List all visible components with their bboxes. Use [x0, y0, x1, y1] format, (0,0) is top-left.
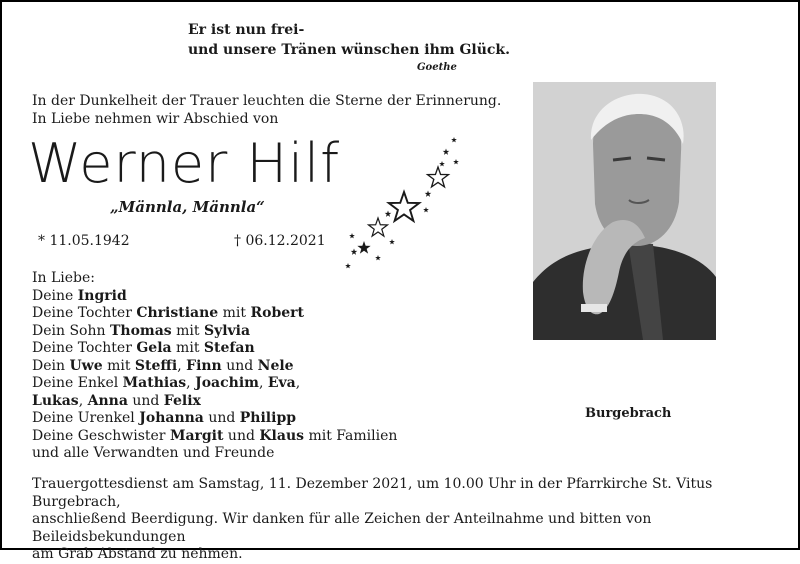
survivor-name: Thomas — [109, 322, 172, 339]
survivor-name: Klaus — [259, 427, 305, 444]
survivor-text: , — [78, 392, 88, 409]
survivor-text: mit — [218, 305, 251, 321]
survivor-name: Philipp — [239, 410, 297, 426]
survivor-line — [32, 393, 397, 411]
survivor-text: Deine Tochter — [32, 305, 137, 321]
survivor-name: Sylvia — [203, 322, 251, 339]
survivor-text: und — [203, 410, 240, 426]
deceased-nickname: „Männla, Männla“ — [110, 198, 265, 216]
survivor-text: mit Familien — [304, 427, 398, 444]
survivor-text: , — [258, 375, 268, 391]
survivor-name: Lukas — [32, 392, 79, 409]
intro-text — [32, 92, 501, 128]
survivor-name: Anna — [87, 392, 128, 409]
survivor-name: Johanna — [139, 410, 204, 426]
intro-line-1: In der Dunkelheit der Trauer leuchten die Sterne der Erinnerung. — [32, 93, 502, 109]
survivor-text: Deine Tochter — [32, 340, 137, 356]
survivor-line — [32, 288, 397, 306]
survivor-name: Felix — [163, 392, 201, 409]
survivors-heading: In Liebe: — [32, 270, 96, 286]
survivor-text: Deine Geschwister — [32, 427, 170, 444]
location: Burgebrach — [585, 406, 672, 421]
survivor-name: Christiane — [136, 305, 219, 321]
survivor-text: mit — [171, 322, 204, 339]
birth-date: * 11.05.1942 — [38, 233, 130, 249]
survivor-name: Finn — [186, 357, 222, 374]
survivor-text: Deine Urenkel — [32, 410, 140, 426]
quote-line-2: und unsere Tränen wünschen ihm Glück. — [188, 42, 510, 58]
survivor-text: , — [177, 357, 187, 374]
survivor-line — [32, 358, 397, 376]
quote — [188, 20, 510, 60]
survivor-name: Robert — [250, 305, 304, 321]
quote-author: Goethe — [417, 62, 457, 73]
service-line-2: anschließend Beerdigung. Wir danken für alle Zeichen der Anteilnahme und bitten von Beileidsbekundungen — [32, 511, 652, 545]
intro-line-2: In Liebe nehmen wir Abschied von — [32, 111, 279, 127]
survivor-text: und — [127, 392, 164, 409]
survivor-line — [32, 410, 397, 428]
survivor-lines — [32, 288, 397, 463]
survivor-name: Nele — [257, 357, 294, 374]
service-line-3: am Grab Abstand zu nehmen. — [32, 546, 243, 562]
portrait-photo — [533, 82, 716, 340]
survivor-line — [32, 375, 397, 393]
survivor-name: Ingrid — [77, 287, 127, 304]
survivors-list — [32, 270, 397, 463]
survivor-line — [32, 323, 397, 341]
survivor-text: Deine Enkel — [32, 375, 123, 391]
survivor-text: und — [223, 427, 260, 444]
stars-decoration-icon — [338, 132, 468, 282]
service-line-1: Trauergottesdienst am Samstag, 11. Dezember 2021, um 10.00 Uhr in der Pfarrkirche St. Vitus Burgebrach, — [32, 476, 713, 510]
survivor-text: Dein Sohn — [32, 322, 110, 339]
survivor-name: Margit — [169, 427, 224, 444]
survivor-name: Joachim — [195, 375, 259, 391]
survivor-line — [32, 340, 397, 358]
survivor-name: Eva — [267, 375, 296, 391]
survivor-text: , — [186, 375, 196, 391]
survivor-name: Steffi — [134, 357, 178, 374]
survivor-text: mit — [171, 340, 204, 356]
deceased-name: Werner Hilf — [28, 132, 341, 195]
survivor-text: Dein — [32, 357, 70, 374]
survivor-text: mit — [102, 357, 135, 374]
survivor-name: Mathias — [122, 375, 187, 391]
quote-line-1: Er ist nun frei- — [188, 22, 305, 38]
survivor-text: Deine — [32, 287, 78, 304]
survivor-name: Stefan — [203, 340, 255, 356]
survivor-name: Uwe — [69, 357, 103, 374]
survivor-text: , — [295, 375, 301, 391]
death-date: † 06.12.2021 — [234, 233, 326, 249]
survivor-line — [32, 428, 397, 446]
survivor-text: und — [221, 357, 258, 374]
service-details — [32, 476, 782, 564]
survivor-line — [32, 445, 397, 463]
survivor-line — [32, 305, 397, 323]
survivor-text: und alle Verwandten und Freunde — [32, 445, 275, 461]
survivor-name: Gela — [136, 340, 172, 356]
